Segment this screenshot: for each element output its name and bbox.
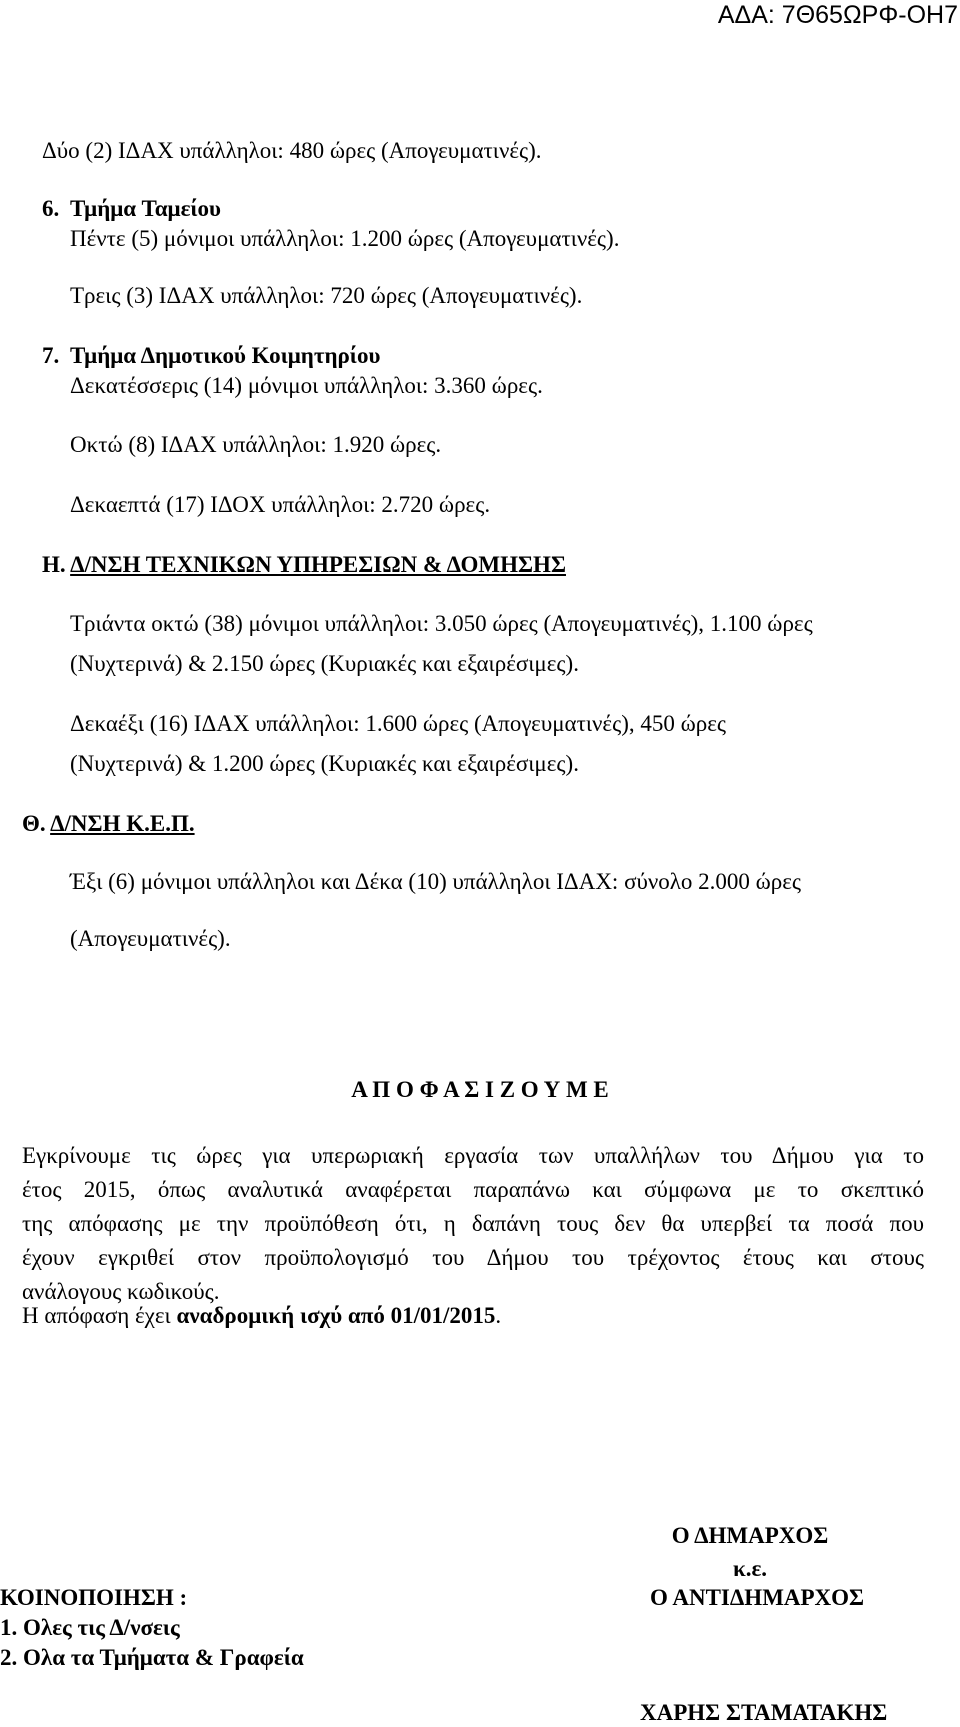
section-h-p1-line-1: Τριάντα οκτώ (38) μόνιμοι υπάλληλοι: 3.050 ώρες (Απογευματινές), 1.100 ώρες (70, 611, 813, 636)
retroactive-date: αναδρομική ισχύ από 01/01/2015 (176, 1303, 496, 1328)
section-6-heading (42, 196, 221, 222)
section-h-p1-line-2: (Νυχτερινά) & 2.150 ώρες (Κυριακές και εξαιρέσιμες). (70, 651, 579, 676)
retroactive-suffix: . (495, 1303, 502, 1328)
section-th-heading (22, 811, 195, 837)
section-6-title: Τμήμα Ταμείου (70, 196, 221, 221)
decision-heading: Α Π Ο Φ Α Σ Ι Ζ Ο Υ Μ Ε (351, 1077, 609, 1102)
section-7-title: Τμήμα Δημοτικού Κοιμητηρίου (70, 343, 381, 368)
section-7-heading (42, 343, 380, 369)
section-th-letter: Θ. (22, 811, 46, 836)
signature-title: Ο ΔΗΜΑΡΧΟΣ (671, 1523, 829, 1548)
signature-name: ΧΑΡΗΣ ΣΤΑΜΑΤΑΚΗΣ (640, 1700, 888, 1725)
idax-line: Δύο (2) ΙΔΑΧ υπάλληλοι: 480 ώρες (Απογευματινές). (42, 138, 542, 163)
retroactive-prefix: Η απόφαση έχει (22, 1303, 177, 1328)
section-h-p2-line-1: Δεκαέξι (16) ΙΔΑΧ υπάλληλοι: 1.600 ώρες (Απογευματινές), 450 ώρες (70, 711, 726, 736)
section-7-line-1: Δεκατέσσερις (14) μόνιμοι υπάλληλοι: 3.360 ώρες. (70, 373, 543, 398)
retroactive-statement (22, 1303, 501, 1329)
section-h-title: Δ/ΝΣΗ ΤΕΧΝΙΚΩΝ ΥΠΗΡΕΣΙΩΝ & ΔΟΜΗΣΗΣ (70, 552, 566, 577)
signature-ke: κ.ε. (732, 1556, 768, 1581)
section-6-number: 6. (42, 196, 60, 221)
distribution-item: 1. Ολες τις Δ/νσεις (0, 1615, 180, 1640)
section-6-line-1: Πέντε (5) μόνιμοι υπάλληλοι: 1.200 ώρες (Απογευματινές). (70, 226, 620, 251)
section-h-p2-line-2: (Νυχτερινά) & 1.200 ώρες (Κυριακές και εξαιρέσιμες). (70, 751, 579, 776)
signature-deputy: Ο ΑΝΤΙΔΗΜΑΡΧΟΣ (650, 1585, 865, 1610)
section-7-line-3: Δεκαεπτά (17) ΙΔΟΧ υπάλληλοι: 2.720 ώρες. (70, 492, 491, 517)
decision-line-3: της απόφασης με την προϋπόθεση ότι, η δαπάνη τους δεν θα υπερβεί τα ποσά που (22, 1211, 924, 1236)
distribution-heading: ΚΟΙΝΟΠΟΙΗΣΗ : (0, 1585, 188, 1610)
section-7-number: 7. (42, 343, 60, 368)
distribution-item: 2. Ολα τα Τμήματα & Γραφεία (0, 1645, 304, 1670)
section-th-line-1: Έξι (6) μόνιμοι υπάλληλοι και Δέκα (10) υπάλληλοι ΙΔΑΧ: σύνολο 2.000 ώρες (70, 869, 802, 894)
section-6-line-2: Τρεις (3) ΙΔΑΧ υπάλληλοι: 720 ώρες (Απογευματινές). (70, 283, 583, 308)
ada-code: ΑΔΑ: 7Θ65ΩΡΦ-ΟΗ7 (717, 1, 958, 29)
section-th-line-2: (Απογευματινές). (70, 926, 231, 951)
section-th-title: Δ/ΝΣΗ Κ.Ε.Π. (50, 811, 195, 836)
section-h-heading (42, 552, 566, 578)
decision-line-2: έτος 2015, όπως αναλυτικά αναφέρεται παραπάνω και σύμφωνα με το σκεπτικό (22, 1177, 924, 1202)
section-h-letter: Η. (42, 552, 66, 577)
decision-line-4: έχουν εγκριθεί στον προϋπολογισμό του Δήμου του τρέχοντος έτους και στους (22, 1245, 924, 1270)
section-7-line-2: Οκτώ (8) ΙΔΑΧ υπάλληλοι: 1.920 ώρες. (70, 432, 442, 457)
decision-last-line: ανάλογους κωδικούς. (22, 1279, 220, 1304)
decision-line-1: Εγκρίνουμε τις ώρες για υπερωριακή εργασία των υπαλλήλων του Δήμου για το (22, 1143, 924, 1168)
